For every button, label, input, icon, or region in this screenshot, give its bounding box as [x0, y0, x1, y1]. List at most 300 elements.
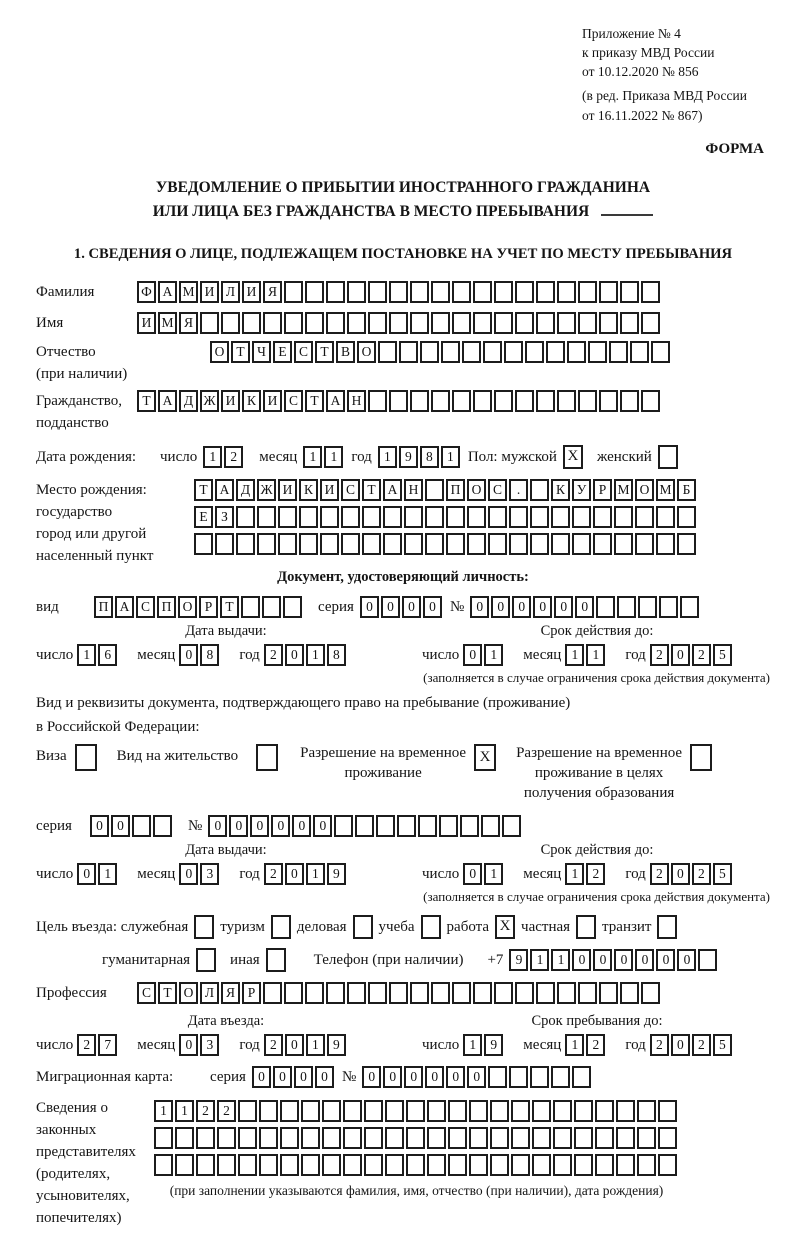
char-cell[interactable]: 0	[463, 863, 482, 885]
char-cell[interactable]	[502, 815, 521, 837]
char-cell[interactable]	[557, 312, 576, 334]
purpose-private-checkbox[interactable]	[576, 915, 596, 939]
char-cell[interactable]: 0	[77, 863, 96, 885]
char-cell[interactable]	[572, 506, 591, 528]
char-cell[interactable]	[599, 982, 618, 1004]
char-cell[interactable]: С	[136, 596, 155, 618]
temp-permit-checkbox[interactable]: X	[474, 744, 496, 771]
char-cell[interactable]	[530, 506, 549, 528]
char-cell[interactable]	[490, 1100, 509, 1122]
char-cell[interactable]	[262, 596, 281, 618]
char-cell[interactable]	[301, 1127, 320, 1149]
char-cell[interactable]	[509, 533, 528, 555]
char-cell[interactable]	[473, 982, 492, 1004]
char-cell[interactable]: 0	[446, 1066, 465, 1088]
char-cell[interactable]: Е	[194, 506, 213, 528]
char-cell[interactable]	[238, 1154, 257, 1176]
char-cell[interactable]: 5	[713, 863, 732, 885]
char-cell[interactable]	[257, 506, 276, 528]
char-cell[interactable]	[320, 506, 339, 528]
char-cell[interactable]: 0	[179, 863, 198, 885]
char-cell[interactable]	[553, 1127, 572, 1149]
char-cell[interactable]: 1	[306, 644, 325, 666]
char-cell[interactable]: П	[94, 596, 113, 618]
char-cell[interactable]	[595, 1127, 614, 1149]
char-cell[interactable]	[473, 281, 492, 303]
char-cell[interactable]	[238, 1100, 257, 1122]
char-cell[interactable]: Ч	[252, 341, 271, 363]
char-cell[interactable]	[389, 982, 408, 1004]
char-cell[interactable]: С	[137, 982, 156, 1004]
char-cell[interactable]: Т	[305, 390, 324, 412]
char-cell[interactable]	[473, 390, 492, 412]
char-cell[interactable]	[536, 312, 555, 334]
char-cell[interactable]	[406, 1100, 425, 1122]
purpose-humanitarian-checkbox[interactable]	[196, 948, 216, 972]
char-cell[interactable]	[425, 479, 444, 501]
char-cell[interactable]: А	[326, 390, 345, 412]
char-cell[interactable]	[341, 506, 360, 528]
char-cell[interactable]	[616, 1127, 635, 1149]
char-cell[interactable]	[301, 1154, 320, 1176]
char-cell[interactable]	[364, 1127, 383, 1149]
char-cell[interactable]	[410, 312, 429, 334]
char-cell[interactable]	[578, 982, 597, 1004]
char-cell[interactable]	[620, 982, 639, 1004]
char-cell[interactable]: Л	[221, 281, 240, 303]
char-cell[interactable]: 9	[327, 863, 346, 885]
char-cell[interactable]: 0	[402, 596, 421, 618]
char-cell[interactable]	[322, 1127, 341, 1149]
char-cell[interactable]: А	[158, 390, 177, 412]
char-cell[interactable]	[641, 390, 660, 412]
char-cell[interactable]	[406, 1127, 425, 1149]
char-cell[interactable]: К	[242, 390, 261, 412]
char-cell[interactable]	[609, 341, 628, 363]
char-cell[interactable]	[326, 281, 345, 303]
char-cell[interactable]: 1	[98, 863, 117, 885]
char-cell[interactable]	[132, 815, 151, 837]
char-cell[interactable]	[469, 1154, 488, 1176]
char-cell[interactable]	[452, 982, 471, 1004]
char-cell[interactable]: И	[221, 390, 240, 412]
char-cell[interactable]	[509, 1066, 528, 1088]
char-cell[interactable]: 0	[271, 815, 290, 837]
char-cell[interactable]	[347, 312, 366, 334]
char-cell[interactable]: 0	[512, 596, 531, 618]
char-cell[interactable]	[217, 1127, 236, 1149]
char-cell[interactable]	[259, 1100, 278, 1122]
char-cell[interactable]	[236, 506, 255, 528]
char-cell[interactable]	[658, 1100, 677, 1122]
char-cell[interactable]: 0	[362, 1066, 381, 1088]
purpose-tourism-checkbox[interactable]	[271, 915, 291, 939]
char-cell[interactable]	[368, 281, 387, 303]
char-cell[interactable]	[257, 533, 276, 555]
char-cell[interactable]: 8	[420, 446, 439, 468]
char-cell[interactable]: 1	[565, 1034, 584, 1056]
char-cell[interactable]	[574, 1127, 593, 1149]
char-cell[interactable]	[241, 596, 260, 618]
char-cell[interactable]	[698, 949, 717, 971]
char-cell[interactable]	[284, 281, 303, 303]
char-cell[interactable]: 5	[713, 644, 732, 666]
char-cell[interactable]	[448, 1154, 467, 1176]
char-cell[interactable]: П	[157, 596, 176, 618]
char-cell[interactable]	[410, 982, 429, 1004]
char-cell[interactable]	[638, 596, 657, 618]
char-cell[interactable]	[481, 815, 500, 837]
char-cell[interactable]: М	[179, 281, 198, 303]
char-cell[interactable]: А	[383, 479, 402, 501]
char-cell[interactable]: З	[215, 506, 234, 528]
char-cell[interactable]	[616, 1100, 635, 1122]
char-cell[interactable]: 0	[315, 1066, 334, 1088]
char-cell[interactable]: 0	[614, 949, 633, 971]
char-cell[interactable]	[399, 341, 418, 363]
char-cell[interactable]: 0	[250, 815, 269, 837]
char-cell[interactable]	[680, 596, 699, 618]
char-cell[interactable]	[488, 533, 507, 555]
char-cell[interactable]	[347, 281, 366, 303]
char-cell[interactable]	[511, 1154, 530, 1176]
char-cell[interactable]: О	[210, 341, 229, 363]
char-cell[interactable]: И	[137, 312, 156, 334]
char-cell[interactable]	[525, 341, 544, 363]
char-cell[interactable]	[616, 1154, 635, 1176]
char-cell[interactable]	[427, 1127, 446, 1149]
char-cell[interactable]: 0	[273, 1066, 292, 1088]
char-cell[interactable]: 0	[179, 1034, 198, 1056]
char-cell[interactable]: 2	[650, 644, 669, 666]
char-cell[interactable]: Ж	[257, 479, 276, 501]
char-cell[interactable]	[154, 1127, 173, 1149]
char-cell[interactable]: 0	[285, 644, 304, 666]
char-cell[interactable]: 0	[208, 815, 227, 837]
char-cell[interactable]: 7	[98, 1034, 117, 1056]
char-cell[interactable]: Я	[263, 281, 282, 303]
char-cell[interactable]	[635, 506, 654, 528]
char-cell[interactable]: 0	[285, 1034, 304, 1056]
char-cell[interactable]	[641, 312, 660, 334]
char-cell[interactable]: М	[614, 479, 633, 501]
char-cell[interactable]: 1	[203, 446, 222, 468]
char-cell[interactable]: Т	[315, 341, 334, 363]
char-cell[interactable]	[511, 1127, 530, 1149]
char-cell[interactable]	[441, 341, 460, 363]
char-cell[interactable]: С	[488, 479, 507, 501]
char-cell[interactable]: 5	[713, 1034, 732, 1056]
char-cell[interactable]	[488, 1066, 507, 1088]
char-cell[interactable]: 2	[264, 644, 283, 666]
char-cell[interactable]	[343, 1100, 362, 1122]
char-cell[interactable]	[397, 815, 416, 837]
char-cell[interactable]	[200, 312, 219, 334]
char-cell[interactable]: 9	[399, 446, 418, 468]
char-cell[interactable]	[467, 533, 486, 555]
char-cell[interactable]	[446, 506, 465, 528]
char-cell[interactable]: К	[299, 479, 318, 501]
char-cell[interactable]	[656, 506, 675, 528]
char-cell[interactable]	[620, 312, 639, 334]
char-cell[interactable]	[217, 1154, 236, 1176]
char-cell[interactable]	[383, 533, 402, 555]
char-cell[interactable]	[404, 533, 423, 555]
char-cell[interactable]	[154, 1154, 173, 1176]
char-cell[interactable]	[376, 815, 395, 837]
char-cell[interactable]	[378, 341, 397, 363]
char-cell[interactable]	[530, 533, 549, 555]
char-cell[interactable]: Д	[236, 479, 255, 501]
char-cell[interactable]	[593, 506, 612, 528]
char-cell[interactable]	[557, 390, 576, 412]
char-cell[interactable]	[278, 506, 297, 528]
char-cell[interactable]	[473, 312, 492, 334]
char-cell[interactable]: 0	[671, 863, 690, 885]
char-cell[interactable]: 2	[692, 644, 711, 666]
char-cell[interactable]	[620, 390, 639, 412]
char-cell[interactable]	[599, 390, 618, 412]
char-cell[interactable]	[425, 506, 444, 528]
char-cell[interactable]	[595, 1154, 614, 1176]
char-cell[interactable]	[452, 390, 471, 412]
char-cell[interactable]	[343, 1127, 362, 1149]
char-cell[interactable]: Т	[137, 390, 156, 412]
char-cell[interactable]: П	[446, 479, 465, 501]
char-cell[interactable]	[553, 1100, 572, 1122]
char-cell[interactable]	[536, 281, 555, 303]
char-cell[interactable]: 1	[306, 1034, 325, 1056]
char-cell[interactable]	[194, 533, 213, 555]
char-cell[interactable]: 1	[154, 1100, 173, 1122]
char-cell[interactable]: 0	[423, 596, 442, 618]
char-cell[interactable]: 2	[692, 863, 711, 885]
char-cell[interactable]	[551, 1066, 570, 1088]
char-cell[interactable]: Т	[220, 596, 239, 618]
char-cell[interactable]	[385, 1127, 404, 1149]
char-cell[interactable]: 8	[327, 644, 346, 666]
char-cell[interactable]: 0	[677, 949, 696, 971]
char-cell[interactable]	[263, 982, 282, 1004]
sex-female-checkbox[interactable]	[658, 445, 678, 469]
char-cell[interactable]	[490, 1154, 509, 1176]
char-cell[interactable]	[284, 982, 303, 1004]
purpose-other-checkbox[interactable]	[266, 948, 286, 972]
char-cell[interactable]	[334, 815, 353, 837]
char-cell[interactable]: О	[635, 479, 654, 501]
char-cell[interactable]: О	[179, 982, 198, 1004]
char-cell[interactable]	[490, 1127, 509, 1149]
char-cell[interactable]: 0	[671, 644, 690, 666]
char-cell[interactable]: 0	[292, 815, 311, 837]
char-cell[interactable]	[578, 281, 597, 303]
char-cell[interactable]: 0	[467, 1066, 486, 1088]
char-cell[interactable]: 0	[593, 949, 612, 971]
char-cell[interactable]	[536, 390, 555, 412]
char-cell[interactable]: 0	[111, 815, 130, 837]
char-cell[interactable]: 1	[303, 446, 322, 468]
edu-permit-checkbox[interactable]	[690, 744, 712, 771]
char-cell[interactable]	[389, 281, 408, 303]
char-cell[interactable]: С	[294, 341, 313, 363]
char-cell[interactable]	[462, 341, 481, 363]
char-cell[interactable]: И	[278, 479, 297, 501]
char-cell[interactable]: О	[357, 341, 376, 363]
char-cell[interactable]	[362, 533, 381, 555]
char-cell[interactable]	[599, 281, 618, 303]
char-cell[interactable]	[427, 1154, 446, 1176]
char-cell[interactable]	[641, 281, 660, 303]
char-cell[interactable]	[651, 341, 670, 363]
char-cell[interactable]	[362, 506, 381, 528]
char-cell[interactable]: 1	[484, 863, 503, 885]
char-cell[interactable]	[305, 982, 324, 1004]
char-cell[interactable]: Н	[404, 479, 423, 501]
char-cell[interactable]: 1	[378, 446, 397, 468]
char-cell[interactable]	[175, 1127, 194, 1149]
char-cell[interactable]	[448, 1127, 467, 1149]
char-cell[interactable]	[284, 312, 303, 334]
char-cell[interactable]	[431, 390, 450, 412]
char-cell[interactable]: 3	[200, 1034, 219, 1056]
char-cell[interactable]	[242, 312, 261, 334]
char-cell[interactable]	[504, 341, 523, 363]
purpose-study-checkbox[interactable]	[421, 915, 441, 939]
char-cell[interactable]	[557, 982, 576, 1004]
char-cell[interactable]	[488, 506, 507, 528]
char-cell[interactable]: 2	[217, 1100, 236, 1122]
char-cell[interactable]: 1	[77, 644, 96, 666]
char-cell[interactable]: 2	[586, 863, 605, 885]
char-cell[interactable]: 1	[441, 446, 460, 468]
char-cell[interactable]	[153, 815, 172, 837]
char-cell[interactable]	[614, 506, 633, 528]
char-cell[interactable]: 1	[175, 1100, 194, 1122]
char-cell[interactable]: Ф	[137, 281, 156, 303]
char-cell[interactable]	[659, 596, 678, 618]
char-cell[interactable]	[536, 982, 555, 1004]
char-cell[interactable]	[617, 596, 636, 618]
char-cell[interactable]	[572, 533, 591, 555]
char-cell[interactable]	[446, 533, 465, 555]
char-cell[interactable]	[515, 982, 534, 1004]
char-cell[interactable]: Т	[362, 479, 381, 501]
char-cell[interactable]: 9	[484, 1034, 503, 1056]
char-cell[interactable]	[532, 1127, 551, 1149]
char-cell[interactable]	[635, 533, 654, 555]
char-cell[interactable]	[389, 312, 408, 334]
char-cell[interactable]: М	[656, 479, 675, 501]
char-cell[interactable]	[620, 281, 639, 303]
char-cell[interactable]	[305, 312, 324, 334]
char-cell[interactable]	[641, 982, 660, 1004]
char-cell[interactable]	[259, 1127, 278, 1149]
char-cell[interactable]	[637, 1100, 656, 1122]
char-cell[interactable]	[515, 390, 534, 412]
char-cell[interactable]: 1	[565, 863, 584, 885]
char-cell[interactable]	[593, 533, 612, 555]
char-cell[interactable]: 1	[306, 863, 325, 885]
char-cell[interactable]	[578, 312, 597, 334]
char-cell[interactable]: 0	[381, 596, 400, 618]
char-cell[interactable]	[364, 1100, 383, 1122]
char-cell[interactable]: 0	[360, 596, 379, 618]
char-cell[interactable]: А	[215, 479, 234, 501]
char-cell[interactable]	[305, 281, 324, 303]
char-cell[interactable]: У	[572, 479, 591, 501]
purpose-work-checkbox[interactable]: X	[495, 915, 515, 939]
char-cell[interactable]	[326, 312, 345, 334]
char-cell[interactable]	[322, 1100, 341, 1122]
char-cell[interactable]	[236, 533, 255, 555]
char-cell[interactable]	[389, 390, 408, 412]
char-cell[interactable]: 0	[671, 1034, 690, 1056]
char-cell[interactable]	[196, 1154, 215, 1176]
char-cell[interactable]: 6	[98, 644, 117, 666]
char-cell[interactable]: 1	[463, 1034, 482, 1056]
char-cell[interactable]: 0	[463, 644, 482, 666]
char-cell[interactable]	[431, 281, 450, 303]
char-cell[interactable]: 0	[656, 949, 675, 971]
char-cell[interactable]: 0	[383, 1066, 402, 1088]
char-cell[interactable]: Н	[347, 390, 366, 412]
char-cell[interactable]: 0	[425, 1066, 444, 1088]
char-cell[interactable]: К	[551, 479, 570, 501]
char-cell[interactable]: М	[158, 312, 177, 334]
char-cell[interactable]: 0	[554, 596, 573, 618]
char-cell[interactable]	[483, 341, 502, 363]
char-cell[interactable]	[574, 1100, 593, 1122]
char-cell[interactable]	[578, 390, 597, 412]
char-cell[interactable]	[343, 1154, 362, 1176]
char-cell[interactable]	[355, 815, 374, 837]
char-cell[interactable]: Я	[179, 312, 198, 334]
char-cell[interactable]	[283, 596, 302, 618]
char-cell[interactable]: 2	[264, 863, 283, 885]
char-cell[interactable]: 0	[572, 949, 591, 971]
char-cell[interactable]: 0	[635, 949, 654, 971]
char-cell[interactable]	[677, 533, 696, 555]
char-cell[interactable]: 2	[196, 1100, 215, 1122]
char-cell[interactable]	[511, 1100, 530, 1122]
char-cell[interactable]	[238, 1127, 257, 1149]
sex-male-checkbox[interactable]: X	[563, 445, 583, 469]
char-cell[interactable]	[494, 312, 513, 334]
char-cell[interactable]	[546, 341, 565, 363]
char-cell[interactable]	[425, 533, 444, 555]
char-cell[interactable]	[658, 1154, 677, 1176]
char-cell[interactable]	[427, 1100, 446, 1122]
char-cell[interactable]: 1	[530, 949, 549, 971]
char-cell[interactable]	[494, 281, 513, 303]
char-cell[interactable]: 2	[692, 1034, 711, 1056]
purpose-business-checkbox[interactable]	[353, 915, 373, 939]
char-cell[interactable]: 0	[491, 596, 510, 618]
char-cell[interactable]	[574, 1154, 593, 1176]
char-cell[interactable]: 2	[264, 1034, 283, 1056]
char-cell[interactable]	[280, 1154, 299, 1176]
char-cell[interactable]	[322, 1154, 341, 1176]
char-cell[interactable]: 2	[650, 1034, 669, 1056]
char-cell[interactable]	[420, 341, 439, 363]
char-cell[interactable]: А	[115, 596, 134, 618]
purpose-transit-checkbox[interactable]	[657, 915, 677, 939]
char-cell[interactable]: Ж	[200, 390, 219, 412]
char-cell[interactable]	[595, 1100, 614, 1122]
char-cell[interactable]: Л	[200, 982, 219, 1004]
char-cell[interactable]	[299, 506, 318, 528]
char-cell[interactable]	[567, 341, 586, 363]
